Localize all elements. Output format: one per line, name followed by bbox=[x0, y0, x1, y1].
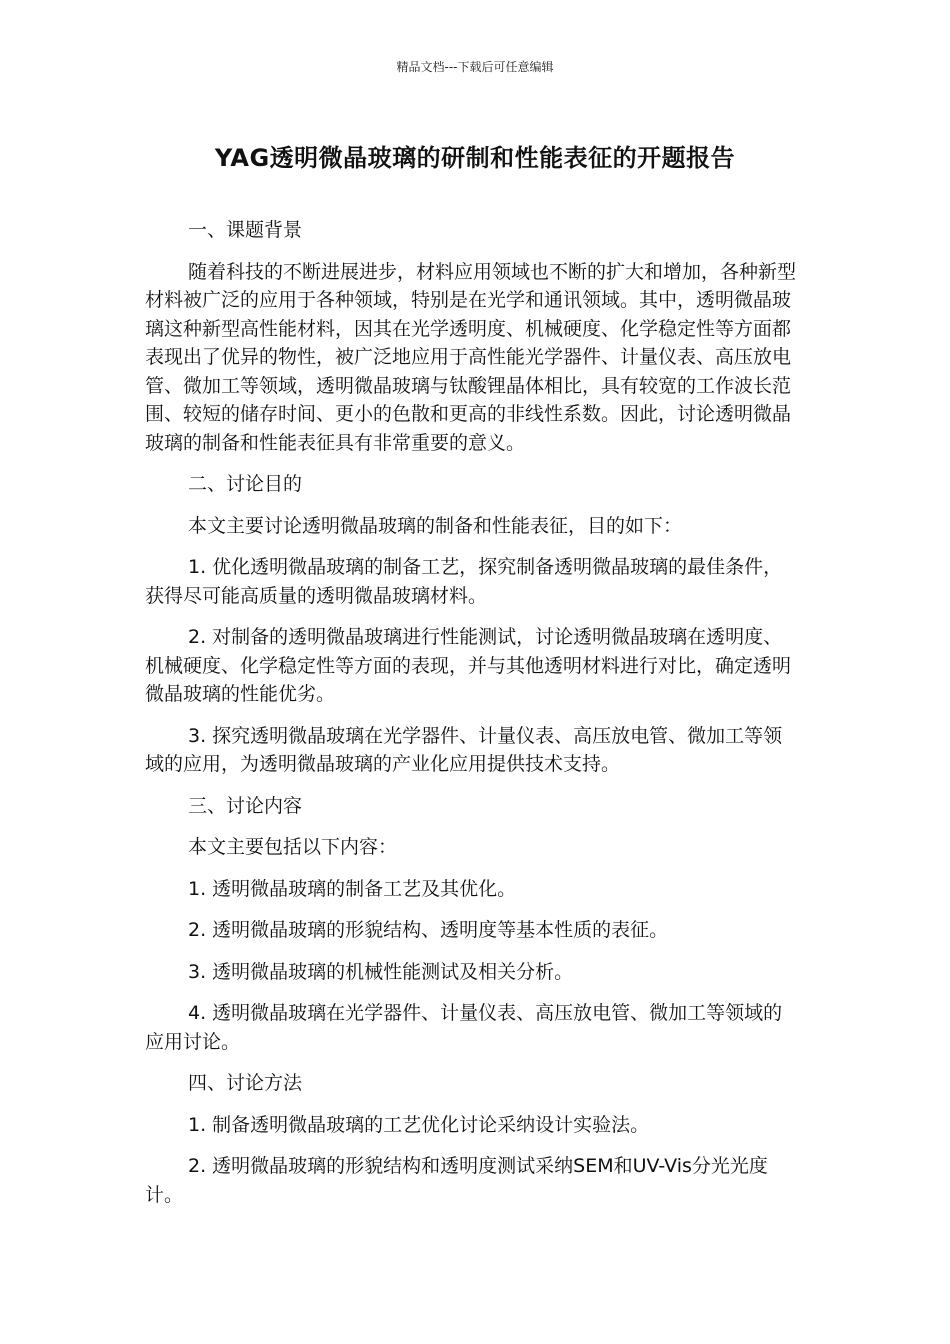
list-item: 1. 制备透明微晶玻璃的工艺优化讨论采纳设计实验法。 bbox=[188, 1113, 650, 1136]
list-item: 4. 透明微晶玻璃在光学器件、计量仪表、高压放电管、微加工等领域的应用讨论。 bbox=[145, 1002, 783, 1053]
list-item: 3. 透明微晶玻璃的机械性能测试及相关分析。 bbox=[188, 960, 574, 983]
section-heading: 一、课题背景 bbox=[188, 219, 303, 241]
section-heading: 三、讨论内容 bbox=[188, 794, 303, 817]
header-note: 精品文档---下载后可任意编辑 bbox=[396, 60, 554, 74]
list-item: 2. 透明微晶玻璃的形貌结构、透明度等基本性质的表征。 bbox=[188, 919, 669, 941]
document-body bbox=[145, 216, 800, 1209]
paragraph: 本文主要讨论透明微晶玻璃的制备和性能表征，目的如下： bbox=[188, 514, 683, 537]
list-item: 1. 优化透明微晶玻璃的制备工艺，探究制备透明微晶玻璃的最佳条件，获得尽可能高质量的透明微晶玻璃材料。 bbox=[145, 556, 783, 607]
section-heading: 四、讨论方法 bbox=[188, 1072, 303, 1094]
document-title: YAG透明微晶玻璃的研制和性能表征的开题报告 bbox=[214, 144, 736, 172]
list-item: 1. 透明微晶玻璃的制备工艺及其优化。 bbox=[188, 877, 517, 900]
list-item: 3. 探究透明微晶玻璃在光学器件、计量仪表、高压放电管、微加工等领域的应用，为透明微晶玻璃的产业化应用提供技术支持。 bbox=[145, 724, 783, 775]
list-item: 2. 对制备的透明微晶玻璃进行性能测试，讨论透明微晶玻璃在透明度、机械硬度、化学稳定性等方面的表现，并与其他透明材料进行对比，确定透明微晶玻璃的性能优劣。 bbox=[145, 626, 792, 705]
section-heading: 二、讨论目的 bbox=[188, 473, 303, 495]
paragraph: 随着科技的不断进展进步，材料应用领域也不断的扩大和增加，各种新型材料被广泛的应用于各种领域，特别是在光学和通讯领域。其中，透明微晶玻璃这种新型高性能材料，因其在光学透明度、机械硬度、化学稳定性等方面都表现出了优异的物性，被广泛地应用于高性能光学器件、计量仪表、高压放电管、微加工等领域，透明微晶玻璃与钛酸锂晶体相比，具有较宽的工作波长范围、较短的储存时间、更小的色散和更高的非线性系数。因此，讨论透明微晶玻璃的制备和性能表征具有非常重要的意义。 bbox=[145, 260, 797, 454]
paragraph: 本文主要包括以下内容： bbox=[188, 836, 398, 858]
list-item: 2. 透明微晶玻璃的形貌结构和透明度测试采纳SEM和UV-Vis分光光度计。 bbox=[145, 1155, 768, 1206]
